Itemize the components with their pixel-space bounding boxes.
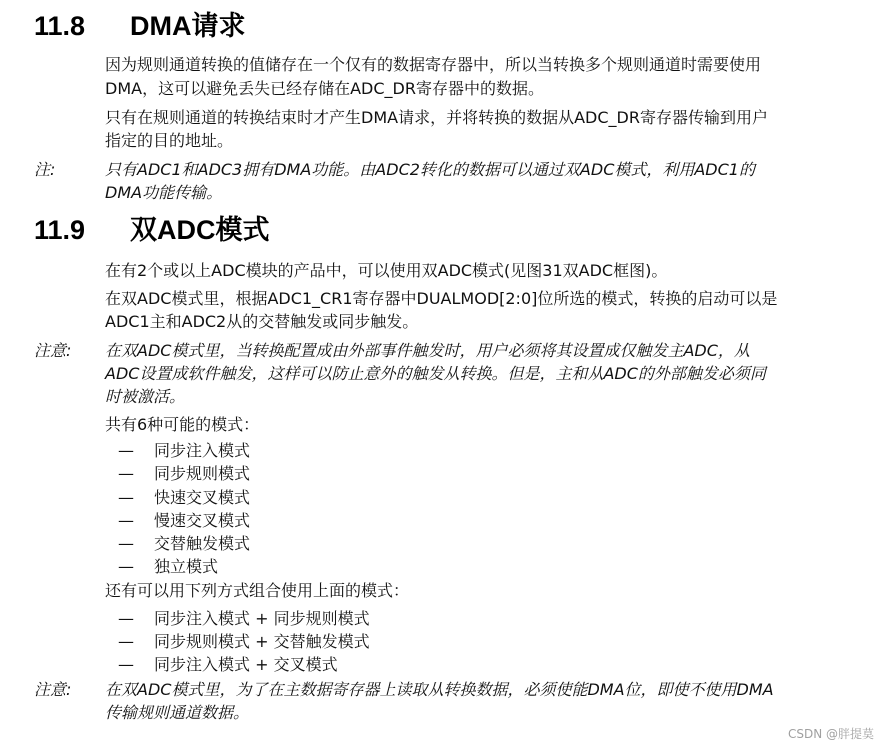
note-label: 注意: [34,680,72,699]
watermark: CSDN @胖提莫 [787,727,874,741]
section-number: 11.8 [34,11,86,41]
note-line: DMA功能传输。 [105,183,223,202]
note-line: ADC设置成软件触发，这样可以防止意外的触发从转换。但是，主和从ADC的外部触发必须同 [105,364,766,383]
list-item [118,486,250,509]
list-dash: — [118,488,134,507]
paragraph-line: 指定的目的地址。 [105,131,234,150]
paragraph-line: 因为规则通道转换的值储存在一个仅有的数据寄存器中，所以当转换多个规则通道时需要使用 [105,55,762,74]
list-item [118,607,370,630]
list-dash: — [118,534,134,553]
list-item [118,509,250,532]
list-item-text: 独立模式 [154,557,219,576]
note-line: 只有ADC1和ADC3拥有DMA功能。由ADC2转化的数据可以通过双ADC模式，利用ADC1的 [105,160,755,179]
paragraph-line: 在双ADC模式里，根据ADC1_CR1寄存器中DUALMOD[2:0]位所选的模式，转换的启动可以是 [105,289,778,308]
paragraph-line: ADC1主和ADC2从的交替触发或同步触发。 [105,312,419,331]
list-dash: — [118,464,134,483]
note-line: 在双ADC模式里，为了在主数据寄存器上读取从转换数据，必须使能DMA位，即使不使用DMA [105,680,774,699]
list-item-text: 同步规则模式 [154,464,251,483]
paragraph-line: DMA，这可以避免丢失已经存储在ADC_DR寄存器中的数据。 [105,79,544,98]
note-line: 在双ADC模式里，当转换配置成由外部事件触发时，用户必须将其设置成仅触发主ADC，从 [105,341,750,360]
paragraph-line: 共有6种可能的模式： [105,415,260,434]
list-dash: — [118,557,134,576]
section-number: 11.9 [34,215,86,245]
list-item [118,653,338,676]
section-title: 双ADC模式 [130,215,270,245]
list-dash: — [118,632,134,651]
note-line: 时被激活。 [105,387,186,406]
section-heading-11-8 [34,10,246,42]
list-item-text: 交替触发模式 [154,534,251,553]
list-dash: — [118,511,134,530]
list-item [118,630,370,653]
list-item-text: 慢速交叉模式 [154,511,251,530]
section-title: DMA请求 [130,11,246,41]
section-heading-11-9 [34,214,270,246]
list-item-text: 同步注入模式 + 同步规则模式 [154,609,370,628]
paragraph-line: 还有可以用下列方式组合使用上面的模式： [105,581,410,600]
list-item-text: 同步规则模式 + 交替触发模式 [154,632,370,651]
list-item [118,439,250,462]
list-dash: — [118,609,134,628]
paragraph-line: 在有2个或以上ADC模块的产品中，可以使用双ADC模式(见图31双ADC框图)。 [105,261,668,280]
note-label: 注意: [34,341,72,360]
paragraph-line: 只有在规则通道的转换结束时才产生DMA请求，并将转换的数据从ADC_DR寄存器传输到用户 [105,108,768,127]
list-item-text: 同步注入模式 + 交叉模式 [154,655,338,674]
list-item [118,555,218,578]
note-label: 注: [34,160,56,179]
list-dash: — [118,441,134,460]
list-item-text: 同步注入模式 [154,441,251,460]
note-line: 传输规则通道数据。 [105,703,250,722]
list-item-text: 快速交叉模式 [154,488,251,507]
list-item [118,462,250,485]
list-item [118,532,250,555]
list-dash: — [118,655,134,674]
